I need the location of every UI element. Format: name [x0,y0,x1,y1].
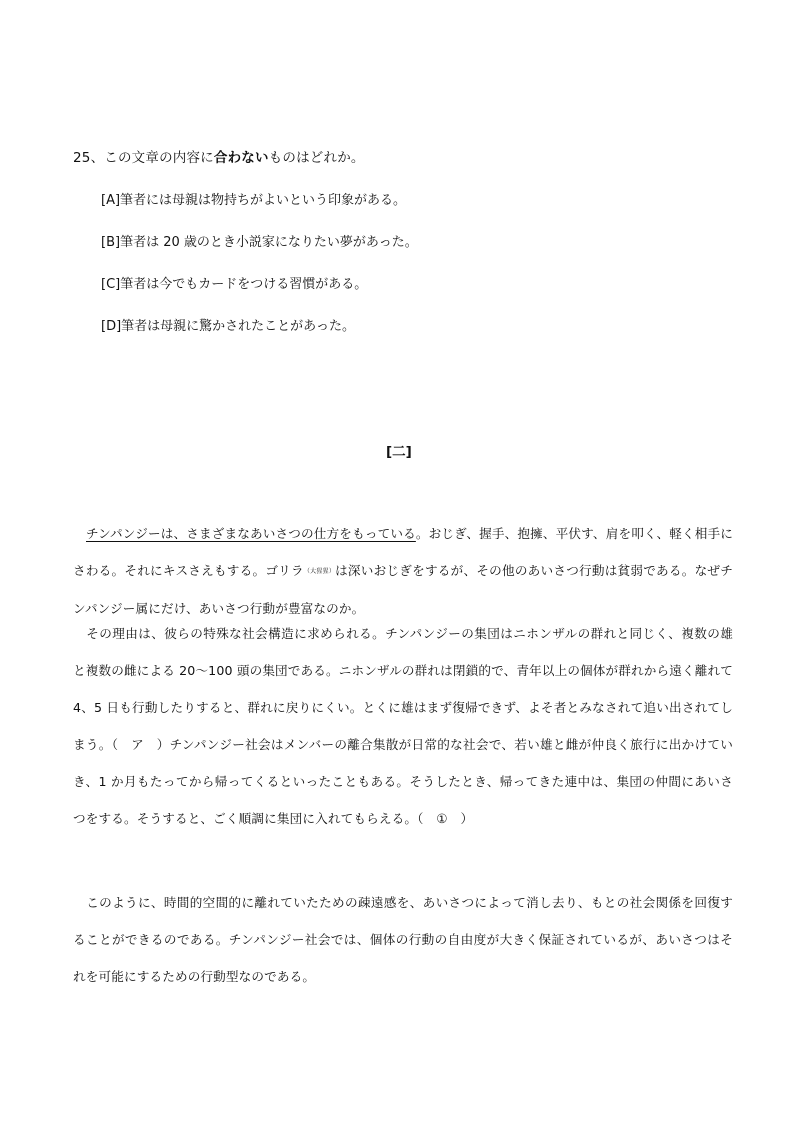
option-a[interactable] [101,189,406,208]
question-stem [73,146,365,166]
option-b-text: 筆者は 20 歳のとき小説家になりたい夢があった。 [120,235,418,250]
option-d-text: 筆者は母親に驚かされたことがあった。 [121,319,356,334]
option-c[interactable] [101,273,367,292]
option-b[interactable] [101,231,418,250]
question-emphasis: 合わない [213,150,269,166]
passage-paragraph-3 [73,884,733,995]
paragraph-1-text-a: 。おじぎ、握手、抱擁、平伏す、肩を叩く、軽く相手にさわる。それにキスさえもする。ゴリラ [73,526,733,578]
passage-paragraph-2 [73,615,733,837]
paragraph-2-text: その理由は、彼らの特殊な社会構造に求められる。チンパンジーの集団はニホンザルの群れと同じく、複数の雄と複数の雌による 20～100 頭の集団である。ニホンザルの群れは閉鎖的で、青年以上の個体が群れから遠く離れて 4、5 日も行動したりすると、群れに戻りにくい。とくに雄はまず復帰できず、よそ者とみなされて追い出されてしまう。（ ア ）チンパンジー社会はメンバーの離合集散が日常的な社会で、若い雄と雌が仲良く旅行に出かけていき、1 か月もたってから帰ってくるといったこともある。そうしたとき、帰ってきた連中は、集団の仲間にあいさつをする。そうすると、ごく順調に集団に入れてもらえる。（ ① ） [73,626,733,826]
passage-paragraph-1 [73,515,733,627]
question-prefix: この文章の内容に [104,150,214,166]
paragraph-3-text: このように、時間的空間的に離れていたための疎遠感を、あいさつによって消し去り、もとの社会関係を回復することができるのである。チンパンジー社会では、個体の行動の自由度が大きく保証されているが、あいさつはそれを可能にするための行動型なのである。 [73,895,733,984]
option-c-label: [C] [101,277,121,292]
section-heading: [二] [386,444,412,460]
question-suffix: ものはどれか。 [268,150,365,166]
option-b-label: [B] [101,235,121,250]
option-d-label: [D] [101,319,122,334]
option-a-label: [A] [101,193,121,208]
option-d[interactable] [101,315,355,334]
option-c-text: 筆者は今でもカードをつける習慣がある。 [120,277,368,292]
question-number: 25、 [73,150,105,166]
option-a-text: 筆者には母親は物持ちがよいという印象がある。 [120,193,407,208]
paragraph-1-text-b: は深いおじぎをするが、その他のあいさつ行動は貧弱である。なぜチンパンジー属にだけ、あいさつ行動が豊富なのか。 [73,563,733,616]
underlined-phrase: チンパンジーは、さまざまなあいさつの仕方をもっている [86,526,416,541]
annotation-note: （大猩猩） [303,568,336,575]
